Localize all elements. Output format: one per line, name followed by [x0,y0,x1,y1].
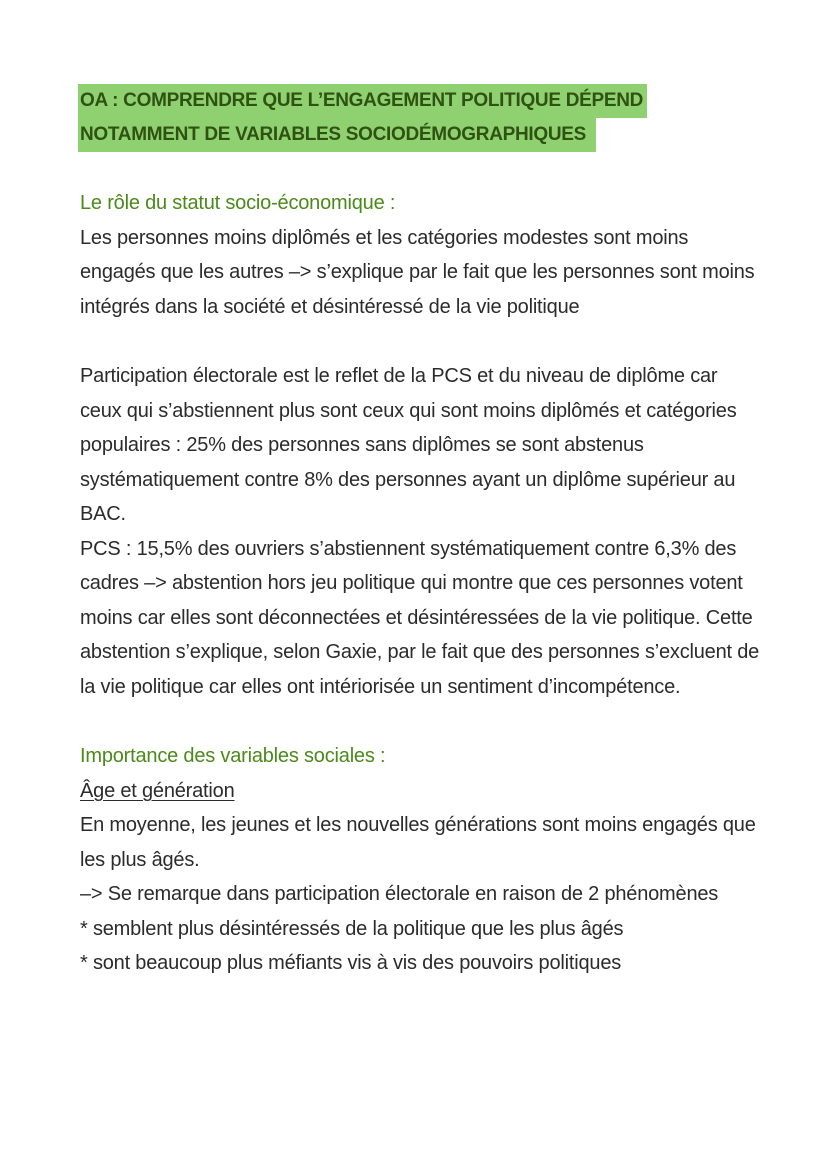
bullet-desinteresses: * semblent plus désintéressés de la politique que les plus âgés [80,917,624,940]
paragraph-pcs: PCS : 15,5% des ouvriers s’abstiennent systématiquement contre 6,3% des cadres –> abstention hors jeu politique qui montre que ces personnes votent moins car elles sont déconnectées et désintéressées de la vie politique. Cette abstention s’explique, selon Gaxie, par le fait que des personnes s’excluent de la vie politique car elles ont intériorisée un sentiment d’incompétence. [80,537,760,698]
spacer [80,324,760,359]
title-line-2: NOTAMMENT DE VARIABLES SOCIODÉMOGRAPHIQUES [78,118,596,152]
paragraph-phenomenes: –> Se remarque dans participation électorale en raison de 2 phénomènes [80,883,719,905]
section-heading-socio-economique: Le rôle du statut socio-économique : [80,192,396,214]
spacer [80,152,760,186]
subheading-age-generation: Âge et génération [80,779,235,802]
bullet-mefiants: * sont beaucoup plus méfiants vis à vis des pouvoirs politiques [80,952,622,974]
paragraph-engagement: Les personnes moins diplômés et les catégories modestes sont moins engagés que les autres –> s’explique par le fait que les personnes sont moins intégrés dans la société et désintéressé de la vie politique [80,226,755,318]
spacer [80,704,760,739]
document-content [80,84,760,981]
paragraph-jeunes: En moyenne, les jeunes et les nouvelles générations sont moins engagés que les plus âgés. [80,814,756,871]
paragraph-participation-electorale: Participation électorale est le reflet de la PCS et du niveau de diplôme car ceux qui s’abstiennent plus sont ceux qui sont moins diplômés et catégories populaires : 25% des personnes sans diplômes se sont abstenus systématiquement contre 8% des personnes ayant un diplôme supérieur au BAC. [80,365,737,525]
section-heading-variables-sociales: Importance des variables sociales : [80,745,386,767]
title-line-1: OA : COMPRENDRE QUE L’ENGAGEMENT POLITIQUE DÉPEND [78,84,647,118]
page-title [80,84,760,152]
